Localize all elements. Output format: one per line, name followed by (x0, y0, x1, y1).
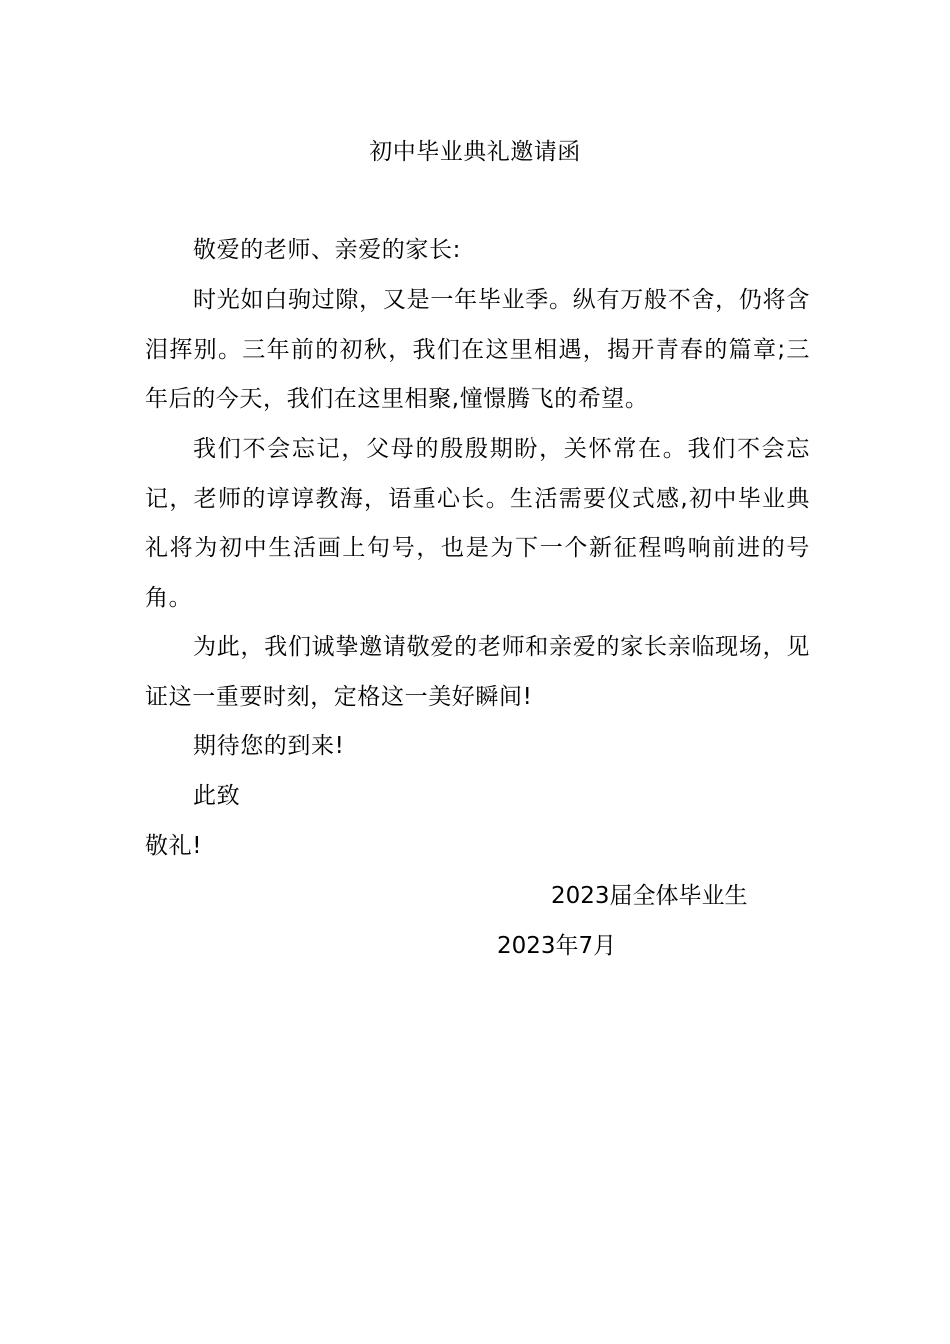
signature-name: 2023届全体毕业生 (551, 883, 748, 909)
salutation: 敬爱的老师、亲爱的家长: (193, 237, 461, 263)
paragraph-3: 为此，我们诚挚邀请敬爱的老师和亲爱的家长亲临现场，见证这一重要时刻，定格这一美好瞬间! (145, 634, 810, 710)
paragraph-4: 期待您的到来! (193, 733, 345, 759)
signature-date: 2023年7月 (497, 933, 617, 959)
paragraph-2: 我们不会忘记，父母的殷殷期盼，关怀常在。我们不会忘记，老师的谆谆教海，语重心长。生活需要仪式感,初中毕业典礼将为初中生活画上句号，也是为下一个新征程鸣响前进的号角。 (145, 436, 810, 611)
paragraph-1: 时光如白驹过隙，又是一年毕业季。纵有万般不舍，仍将含泪挥别。三年前的初秋，我们在这里相遇，揭开青春的篇章;三年后的今天，我们在这里相聚,憧憬腾飞的希望。 (145, 287, 810, 412)
closing-line-1: 此致 (193, 783, 241, 809)
closing-line-2: 敬礼! (145, 833, 203, 859)
document-title: 初中毕业典礼邀请函 (369, 139, 581, 165)
